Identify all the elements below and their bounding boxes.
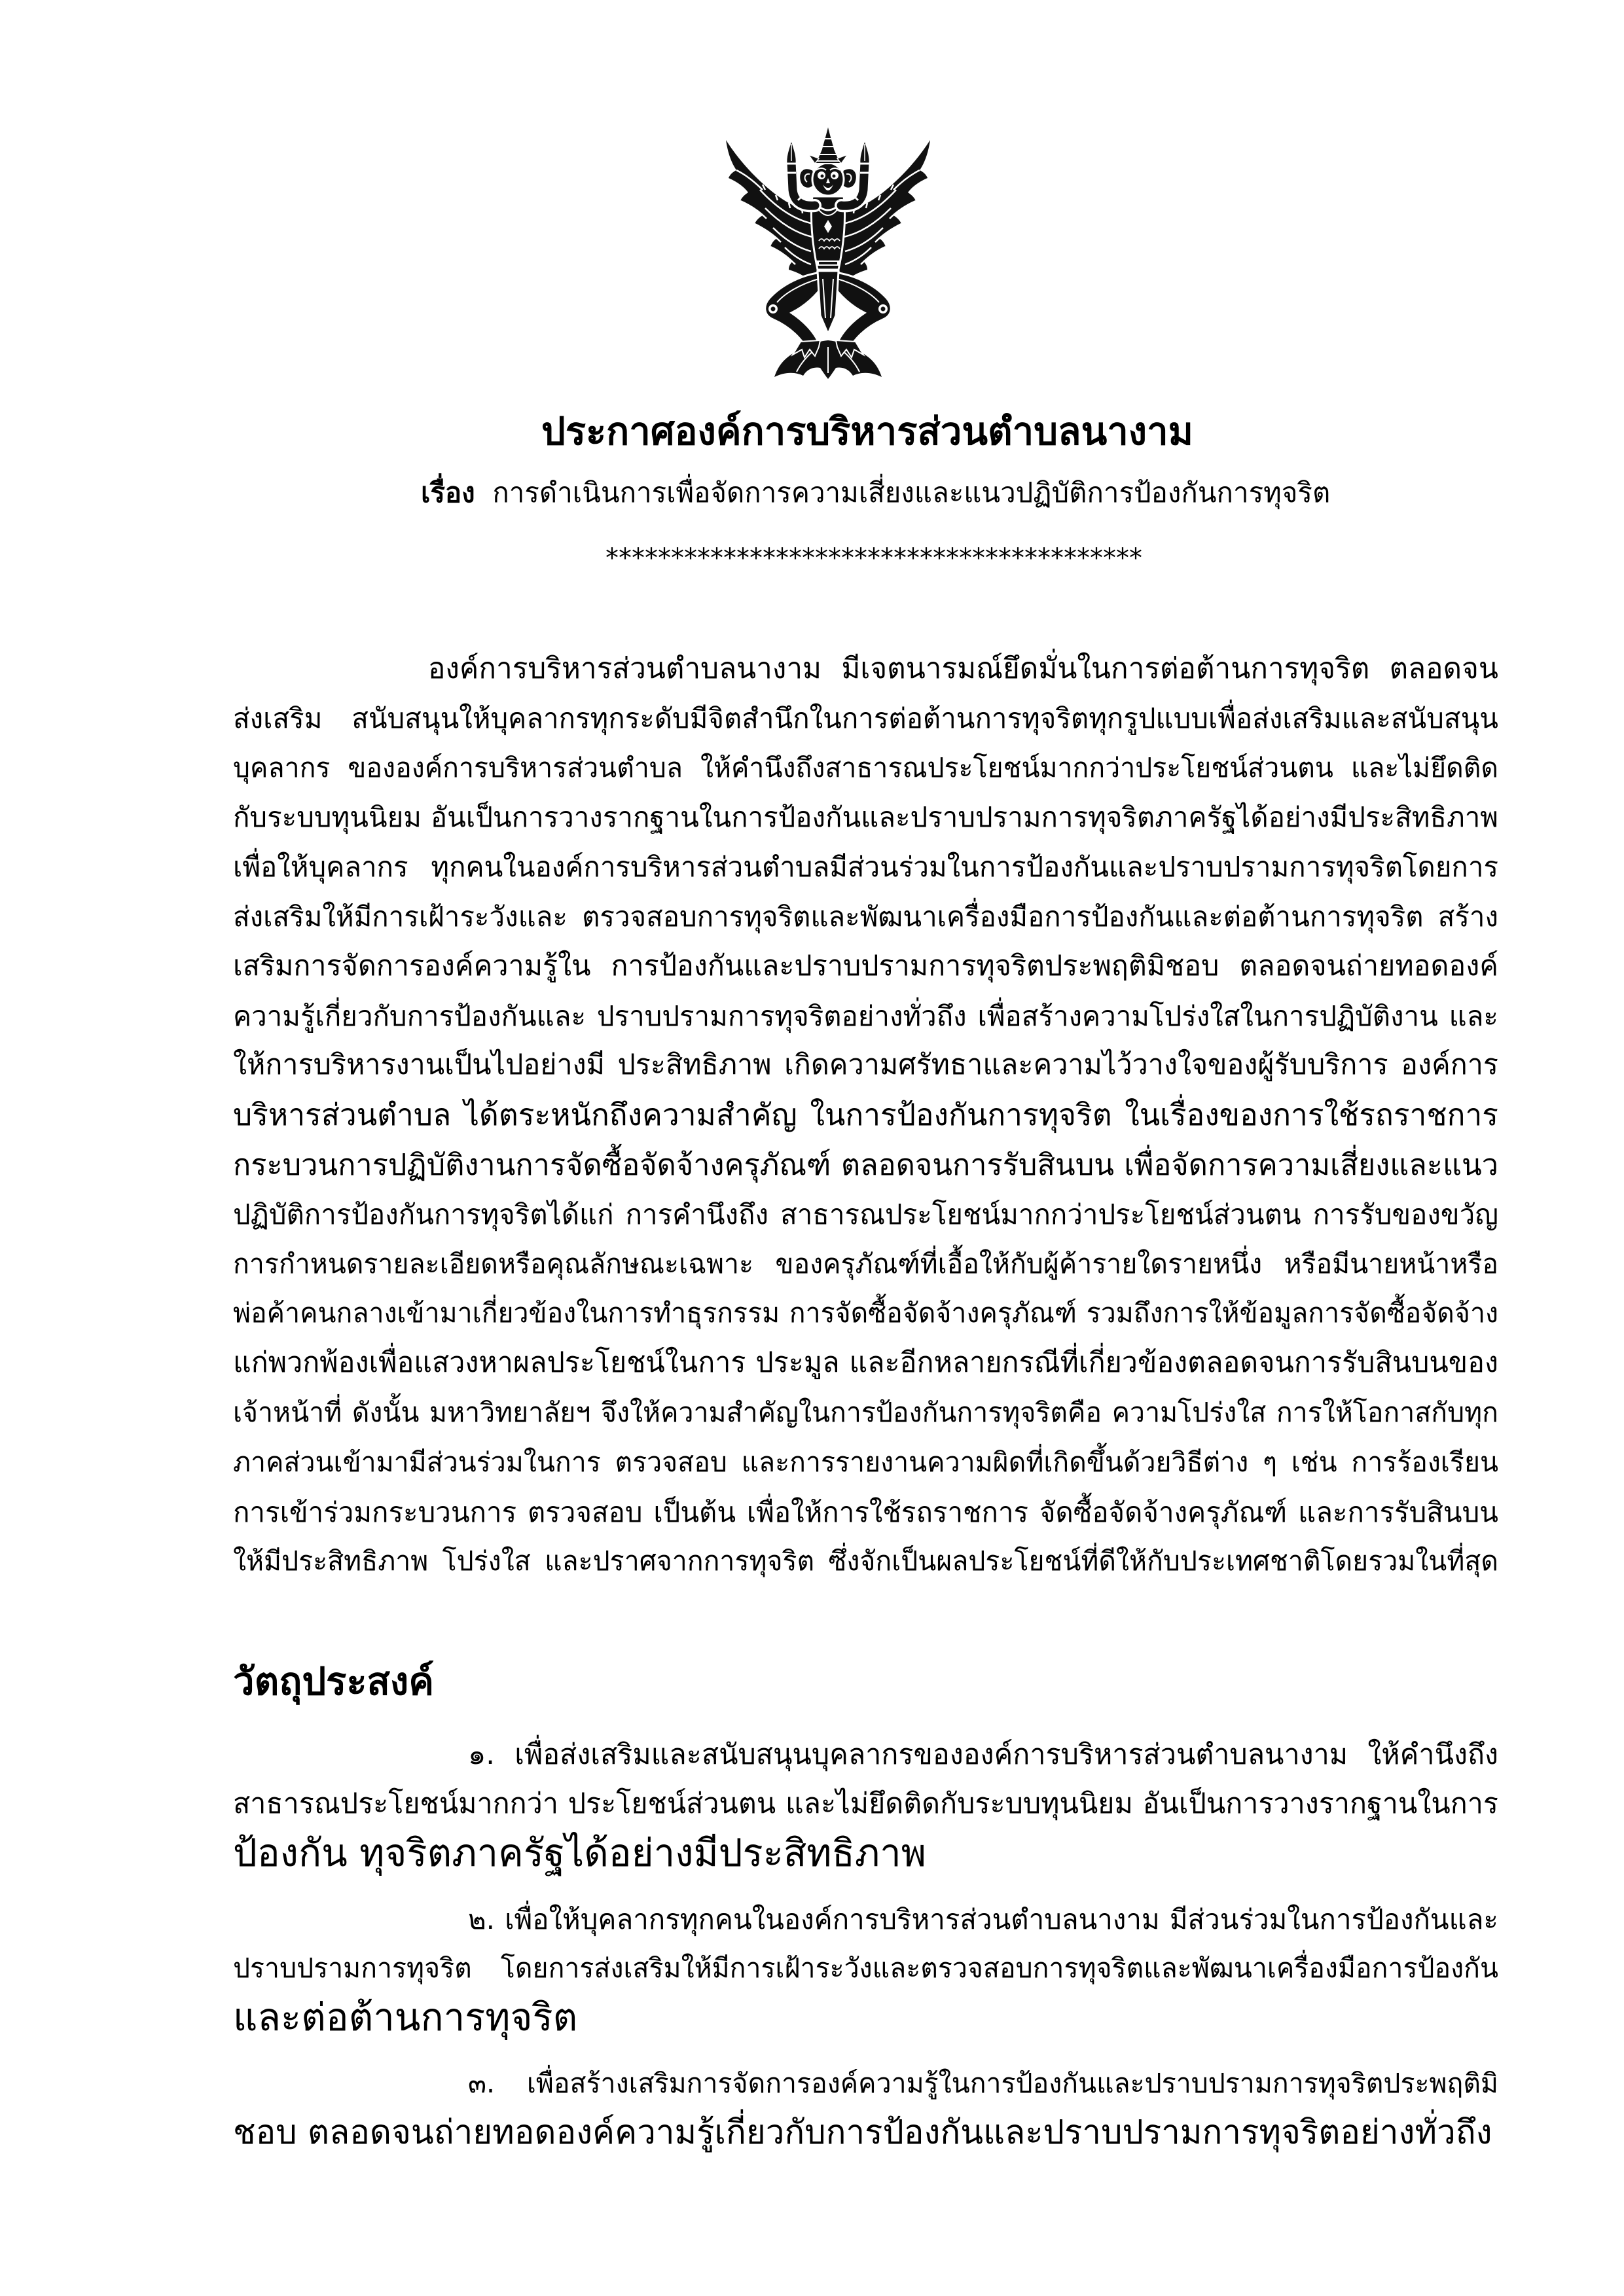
body-line: การกำหนดรายละเอียดหรือคุณลักษณะเฉพาะ ของครุภัณฑ์ที่เอื้อให้กับผู้ค้ารายใดรายหนึ่ง หรือมีนายหน้าหรือ: [233, 1247, 1498, 1280]
objective-item: [233, 1895, 1498, 2042]
objectives-list: [233, 1731, 1498, 2157]
objective-line: สาธารณประโยชน์มากกว่า ประโยชน์ส่วนตน และไม่ยึดติดกับระบบทุนนิยม อันเป็นการวางรากฐานในการ: [233, 1787, 1498, 1820]
garuda-loincloth: [818, 271, 839, 334]
objective-item: [233, 2059, 1498, 2157]
body-line: การเข้าร่วมกระบวนการ ตรวจสอบ เป็นต้น เพื่อให้การใช้รถราชการ จัดซื้อจัดจ้างครุภัณฑ์ และการรับสินบน: [233, 1496, 1498, 1528]
subject-text: การดำเนินการเพื่อจัดการความเสี่ยงและแนวปฏิบัติการป้องกันการทุจริต: [492, 476, 1331, 509]
objective-line: ป้องกัน ทุจริตภาครัฐได้อย่างมีประสิทธิภาพ: [233, 1831, 926, 1875]
body-line: เพื่อให้บุคลากร ทุกคนในองค์การบริหารส่วนตำบลมีส่วนร่วมในการป้องกันและปราบปรามการทุจริตโดยการ: [233, 851, 1498, 884]
objective-line: ๑. เพื่อส่งเสริมและสนับสนุนบุคลากรขององค์การบริหารส่วนตำบลนางาม ให้คำนึงถึง: [468, 1738, 1498, 1771]
body-line: ความรู้เกี่ยวกับการป้องกันและ ปราบปรามการทุจริตอย่างทั่วถึง เพื่อสร้างความโปร่งใสในการปฏิบัติงาน และ: [233, 999, 1498, 1032]
garuda-tail: [774, 340, 882, 379]
body-line: ให้การบริหารงานเป็นไปอย่างมี ประสิทธิภาพ เกิดความศรัทธาและความไว้วางใจของผู้รับบริการ องค์การ: [233, 1049, 1498, 1082]
body-line: กระบวนการปฏิบัติงานการจัดซื้อจัดจ้างครุภัณฑ์ ตลอดจนการรับสินบน เพื่อจัดการความเสี่ยงและแนว: [233, 1147, 1498, 1182]
body-line: กับระบบทุนนิยม อันเป็นการวางรากฐานในการป้องกันและปราบปรามการทุจริตภาครัฐได้อย่างมีประสิทธิภาพ: [233, 801, 1498, 834]
garuda-leg-left: [765, 272, 824, 357]
body-line: เสริมการจัดการองค์ความรู้ใน การป้องกันและปราบปรามการทุจริตประพฤติมิชอบ ตลอดจนถ่ายทอดองค์: [233, 949, 1498, 982]
body-line: ส่งเสริมให้มีการเฝ้าระวังและ ตรวจสอบการทุจริตและพัฒนาเครื่องมือการป้องกันและต่อต้านการทุจริต สร้าง: [233, 900, 1498, 933]
body-line: แก่พวกพ้องเพื่อแสวงหาผลประโยชน์ในการ ประมูล และอีกหลายกรณีที่เกี่ยวข้องตลอดจนการรับสินบนของ: [233, 1346, 1498, 1380]
body-line: ปฏิบัติการป้องกันการทุจริตได้แก่ การคำนึงถึง สาธารณประโยชน์มากกว่าประโยชน์ส่วนตน การรับของขวัญ: [233, 1198, 1498, 1230]
garuda-crown: [808, 124, 848, 164]
body-line: ส่งเสริม สนับสนุนให้บุคลากรทุกระดับมีจิตสำนึกในการต่อต้านการทุจริตทุกรูปแบบเพื่อส่งเสริมและสนับสนุน: [233, 702, 1498, 734]
body-line: บุคลากร ขององค์การบริหารส่วนตำบล ให้คำนึงถึงสาธารณประโยชน์มากกว่าประโยชน์ส่วนตน และไม่ยึดติด: [233, 751, 1498, 783]
body-line: ให้มีประสิทธิภาพ โปร่งใส และปราศจากการทุจริต ซึ่งจักเป็นผลประโยชน์ที่ดีให้กับประเทศชาติโดยรวมในที่สุด: [233, 1545, 1498, 1577]
garuda-emblem-icon: [723, 124, 933, 380]
objective-line: ชอบ ตลอดจนถ่ายทอดองค์ความรู้เกี่ยวกับการป้องกันและปราบปรามการทุจริตอย่างทั่วถึง: [233, 2113, 1492, 2152]
subject-label: เรื่อง: [421, 476, 475, 509]
objective-line: ๓. เพื่อสร้างเสริมการจัดการองค์ความรู้ในการป้องกันและปราบปรามการทุจริตประพฤติมิ: [468, 2068, 1498, 2099]
body-line: เจ้าหน้าที่ ดังนั้น มหาวิทยาลัยฯ จึงให้ความสำคัญในการป้องกันการทุจริตคือ ความโปร่งใส การให้โอกาสกับทุก: [233, 1396, 1498, 1428]
garuda-leg-right: [832, 272, 891, 357]
announcement-title: ประกาศองค์การบริหารส่วนตำบลนางาม: [541, 409, 1193, 454]
asterisk-separator: *****************************************: [605, 543, 1142, 573]
body-line: องค์การบริหารส่วนตำบลนางาม มีเจตนารมณ์ยึดมั่นในการต่อต้านการทุจริต ตลอดจน: [428, 652, 1498, 685]
garuda-head: [812, 163, 844, 196]
subject-line: [421, 468, 1350, 518]
body-paragraph: [233, 644, 1498, 1587]
objective-line: ๒. เพื่อให้บุคลากรทุกคนในองค์การบริหารส่วนตำบลนางาม มีส่วนร่วมในการป้องกันและ: [468, 1903, 1498, 1935]
objective-line: ปราบปรามการทุจริต โดยการส่งเสริมให้มีการเฝ้าระวังและตรวจสอบการทุจริตและพัฒนาเครื่องมือการป้องกัน: [233, 1952, 1498, 1984]
objectives-heading: วัตถุประสงค์: [233, 1659, 434, 1704]
objective-line: และต่อต้านการทุจริต: [233, 1995, 578, 2039]
body-line: พ่อค้าคนกลางเข้ามาเกี่ยวข้องในการทำธุรกรรม การจัดซื้อจัดจ้างครุภัณฑ์ รวมถึงการให้ข้อมูลการจัดซื้อจัดจ้าง: [233, 1297, 1498, 1329]
objective-item: [233, 1731, 1498, 1878]
body-line: ภาคส่วนเข้ามามีส่วนร่วมในการ ตรวจสอบ และการรายงานความผิดที่เกิดขึ้นด้วยวิธีต่าง ๆ เช่น การร้องเรียน: [233, 1446, 1498, 1478]
body-line: บริหารส่วนตำบล ได้ตระหนักถึงความสำคัญ ในการป้องกันการทุจริต ในเรื่องของการใช้รถราชการ: [233, 1097, 1498, 1133]
